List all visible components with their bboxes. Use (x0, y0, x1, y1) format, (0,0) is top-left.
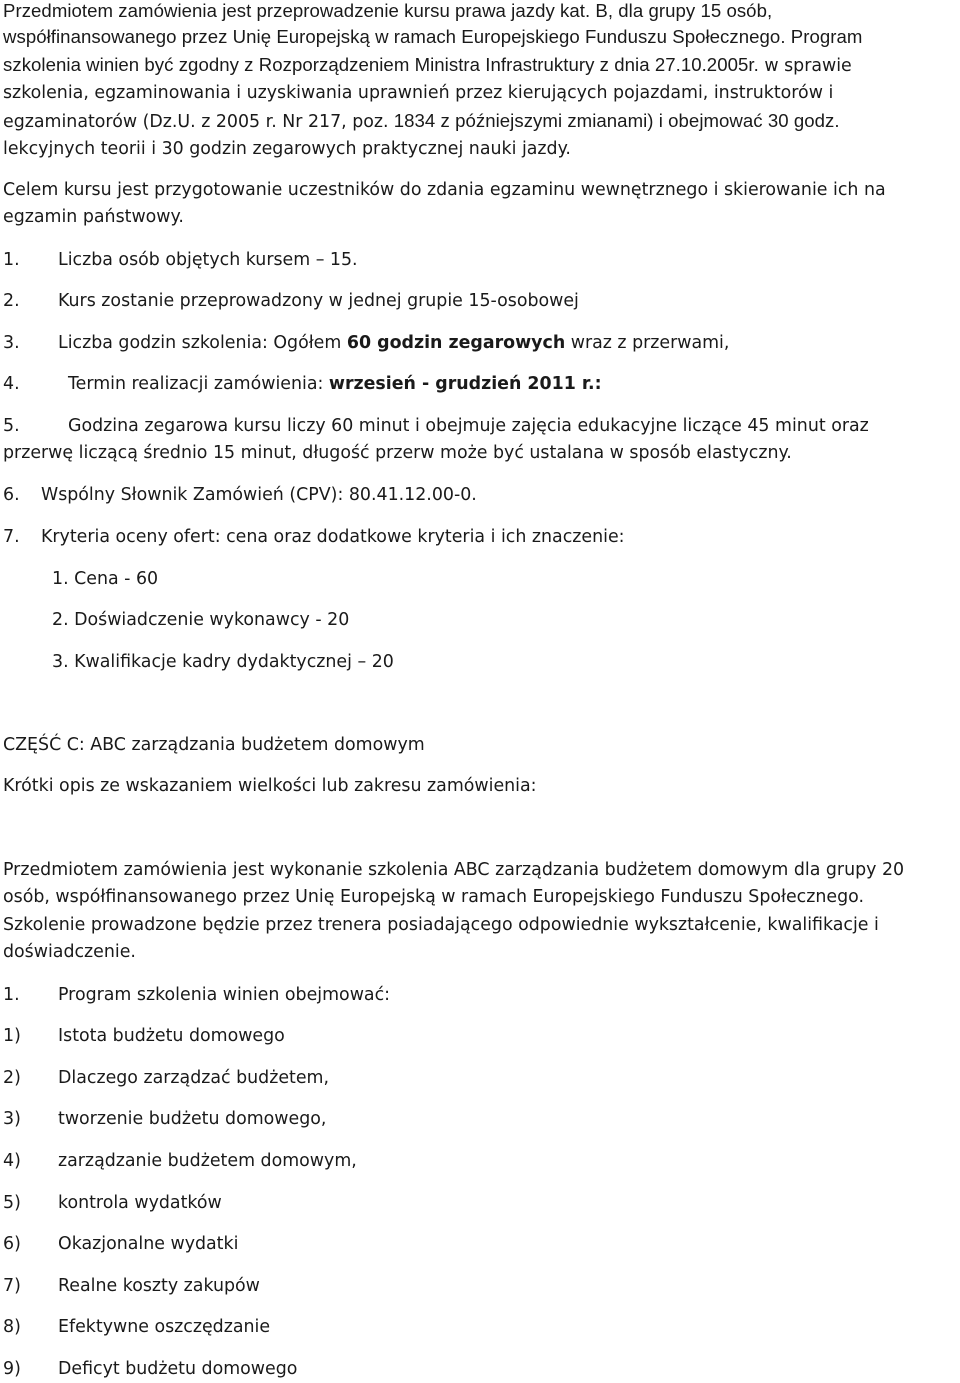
criteria-item: 2. Doświadczenie wykonawcy - 20 (52, 610, 350, 630)
intro-line-3 (3, 54, 852, 77)
topic-item (3, 1150, 357, 1172)
topic-text: kontrola wydatków (58, 1193, 222, 1213)
item-1 (3, 249, 358, 271)
topic-number: 3) (3, 1109, 21, 1129)
topic-item (3, 1316, 270, 1338)
item-5-line-2: przerwę liczącą średnio 15 minut, długość przerw może być ustalana w sposób elastyczny. (3, 443, 792, 463)
intro-line-1: Przedmiotem zamówienia jest przeprowadzenie kursu prawa jazdy kat. B, dla grupy 15 osób, (3, 0, 773, 21)
intro-line-5 (3, 110, 840, 133)
topic-item (3, 1275, 260, 1297)
topic-number: 2) (3, 1068, 21, 1088)
topic-text: Realne koszty zakupów (58, 1276, 260, 1296)
item-text: Kryteria oceny ofert: cena oraz dodatkowe kryteria i ich znaczenie: (41, 527, 625, 547)
item-number: 4. (3, 374, 20, 394)
topic-number: 4) (3, 1151, 21, 1171)
partc-para-line-3: Szkolenie prowadzone będzie przez trenera posiadającego odpowiednie wykształcenie, kwalifikacje i (3, 915, 879, 935)
item-2 (3, 290, 579, 312)
goal-line-1: Celem kursu jest przygotowanie uczestników do zdania egzaminu wewnętrznego i skierowanie ich na (3, 180, 886, 200)
item-text-bold: 60 godzin zegarowych (346, 333, 566, 353)
item-3 (3, 332, 729, 354)
topic-item (3, 1025, 285, 1047)
partc-para-line-2: osób, współfinansowanego przez Unię Europejską w ramach Europejskiego Funduszu Społecznego. (3, 887, 864, 907)
item-5 (3, 415, 869, 437)
intro-line-3b: w sprawie (758, 56, 852, 76)
item-text-post: wraz z przerwami, (565, 333, 730, 353)
item-text: Kurs zostanie przeprowadzony w jednej grupie 15-osobowej (58, 291, 579, 311)
item-number: 1. (3, 250, 20, 270)
program-heading (3, 984, 390, 1006)
topic-number: 5) (3, 1193, 21, 1213)
item-text: Wspólny Słownik Zamówień (CPV): 80.41.12.00-0. (41, 485, 477, 505)
item-number: 7. (3, 527, 20, 547)
item-text: Liczba osób objętych kursem – 15. (58, 250, 358, 270)
intro-line-2: współfinansowanego przez Unię Europejską w ramach Europejskiego Funduszu Społecznego. Program (3, 26, 863, 47)
item-number: 3. (3, 333, 20, 353)
topic-number: 9) (3, 1359, 21, 1379)
intro-line-6: lekcyjnych teorii i 30 godzin zegarowych praktycznej nauki jazdy. (3, 139, 571, 159)
partc-para-line-1: Przedmiotem zamówienia jest wykonanie szkolenia ABC zarządzania budżetem domowym dla grupy 20 (3, 860, 905, 880)
topic-number: 6) (3, 1234, 21, 1254)
section-short-desc: Krótki opis ze wskazaniem wielkości lub zakresu zamówienia: (3, 776, 537, 796)
topic-text: Dlaczego zarządzać budżetem, (58, 1068, 330, 1088)
topic-text: Deficyt budżetu domowego (58, 1359, 298, 1379)
intro-line-3a: szkolenia winien być zgodny z Rozporządzeniem Ministra Infrastruktury z dnia 27.10.2005r. (3, 54, 759, 75)
goal-line-2: egzamin państwowy. (3, 207, 184, 227)
criteria-item: 1. Cena - 60 (52, 569, 159, 589)
intro-line-4: szkolenia, egzaminowania i uzyskiwania uprawnień przez kierujących pojazdami, instruktorów i (3, 83, 834, 103)
criteria-item: 3. Kwalifikacje kadry dydaktycznej – 20 (52, 652, 394, 672)
item-number: 6. (3, 485, 20, 505)
item-text: Godzina zegarowa kursu liczy 60 minut i obejmuje zajęcia edukacyjne liczące 45 minut oraz (68, 416, 869, 436)
item-7 (3, 526, 625, 548)
program-text: Program szkolenia winien obejmować: (58, 985, 391, 1005)
topic-item (3, 1108, 326, 1130)
topic-text: tworzenie budżetu domowego, (58, 1109, 327, 1129)
partc-para-line-4: doświadczenie. (3, 942, 136, 962)
topic-text: Okazjonalne wydatki (58, 1234, 239, 1254)
item-text-pre: Liczba godzin szkolenia: Ogółem (58, 333, 347, 353)
intro-line-5a: egzaminatorów (Dz.U. z 2005 r. Nr 217, poz. (3, 112, 389, 132)
item-number: 5. (3, 416, 20, 436)
topic-item (3, 1067, 329, 1089)
item-number: 1. (3, 985, 20, 1005)
topic-item (3, 1358, 297, 1380)
topic-item (3, 1233, 238, 1255)
topic-number: 8) (3, 1317, 21, 1337)
item-text-pre: Termin realizacji zamówienia: (68, 374, 329, 394)
item-6 (3, 484, 477, 506)
topic-number: 7) (3, 1276, 21, 1296)
topic-text: Efektywne oszczędzanie (58, 1317, 271, 1337)
section-heading: CZĘŚĆ C: ABC zarządzania budżetem domowym (3, 735, 425, 755)
intro-line-5b: 1834 z późniejszymi zmianami) i obejmować 30 godz. (388, 110, 840, 131)
item-number: 2. (3, 291, 20, 311)
topic-text: zarządzanie budżetem domowym, (58, 1151, 357, 1171)
topic-item (3, 1192, 222, 1214)
topic-text: Istota budżetu domowego (58, 1026, 285, 1046)
item-4 (3, 373, 602, 395)
topic-number: 1) (3, 1026, 21, 1046)
item-text-bold: wrzesień - grudzień 2011 r.: (328, 374, 602, 394)
